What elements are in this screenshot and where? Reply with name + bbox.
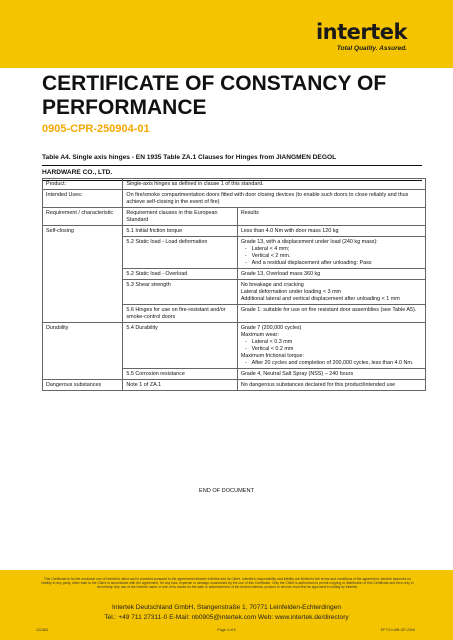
intended-value: On fire/smoke compartmentation doors fitted with door closing devices (to enable such doors to close reliably and thus achieve self-closing in the event of fire) (123, 190, 426, 208)
intertek-logo: intertek (315, 20, 407, 44)
clause-cell: 5.4 Durability (123, 323, 237, 369)
header-requirement: Requirement / characteristic (43, 208, 123, 226)
specification-table (42, 178, 426, 391)
result-cell (237, 237, 425, 269)
logo-tagline: Total Quality. Assured. (336, 45, 407, 52)
result-cell: No dangerous substances declared for this product/intended use (237, 380, 425, 391)
result-cell: Grade 1: suitable for use on fire resistant door assemblies (see Table A5). (237, 305, 425, 323)
table-caption-line2: HARDWARE CO., LTD. (42, 166, 422, 181)
footer-address: Intertek Deutschland GmbH, Stangenstraße 1, 70771 Leinfelden-Echterdingen (111, 604, 342, 611)
clause-cell: 5.2 Static load - Overload (123, 269, 237, 280)
footer-doc-code: 122463 (36, 628, 48, 632)
list-item: - Vertical < 2 mm. (253, 253, 422, 260)
result-list (241, 246, 422, 267)
end-of-document: END OF DOCUMENT (198, 488, 254, 494)
list-item: - Lateral < 0.3 mm (253, 339, 422, 346)
table-row (43, 323, 426, 369)
result-line: Maximum frictional torque: (240, 352, 305, 359)
table-caption (42, 151, 422, 181)
result-cell: Grade 4, Neutral Salt Spray (NSS) – 240 hours (237, 369, 425, 380)
result-line: Additional lateral and vertical displacement after unloading < 1 mm (240, 295, 400, 302)
header-results: Results (237, 208, 425, 226)
clause-cell: 5.6 Hinges for use on fire-resistant and/or smoke-control doors (123, 305, 237, 323)
result-line: Lateral deformation under loading < 3 mm (240, 288, 342, 295)
footer-fine-print: This Certificate is for the exclusive use of Intertek's client and is provided pursuant to the agreement between Intertek and its Client. Intertek's responsibility and liability are limited to the terms and conditions of the agreement. Intertek assumes no liability to any party, other than to the Client in accordance with the agreement, for any loss, expense or damage occasioned by the use of this Certificate. Only the Client is authorized to permit copying or distribution of this Certificate and then only in its entirety. Any use of the Intertek name or one of its marks for the sale or advertisement of the tested material, product or service must first be approved in writing by Intertek. (41, 577, 414, 590)
list-item: - After 20 cycles and completion of 200,000 cycles, less than 4.0 Nm. (253, 360, 422, 367)
table-row (43, 190, 426, 208)
table-caption-line1: Table A4. Single axis hinges - EN 1935 Table ZA.1 Clauses for Hinges from JIANGMEN DEGOL (42, 151, 422, 166)
result-line: Grade 7 (200,000 cycles) (240, 324, 302, 331)
table-row (43, 226, 426, 237)
clause-cell: Note 1 of ZA.1 (123, 380, 237, 391)
certificate-number: 0905-CPR-250904-01 (42, 123, 150, 135)
page-title: CERTIFICATE OF CONSTANCY OF PERFORMANCE (42, 72, 387, 119)
product-label: Product: (43, 179, 123, 190)
result-line: Maximum wear: (240, 331, 279, 338)
durability-label: Durability (43, 323, 123, 380)
result-cell (237, 280, 425, 305)
header-band (0, 0, 453, 68)
clause-cell: 5.1 Initial friction torque (123, 226, 237, 237)
self-closing-label: Self-closing (43, 226, 123, 323)
intended-label: Intended Uses: (43, 190, 123, 208)
dangerous-substances-label: Dangerous substances (43, 380, 123, 391)
clause-cell: 5.2 Static load - Load deformation (123, 237, 237, 269)
table-header-row (43, 208, 426, 226)
footer-contact: Tel.: +49 711 27311-0 E-Mail: nb0905@intertek.com Web: www.intertek.de/directory (104, 614, 349, 621)
header-clauses: Requirement clauses in this European Standard (123, 208, 237, 226)
footer-page-number: Page 4 of 6 (217, 628, 236, 632)
list-item: - Lateral < 4 mm; (253, 246, 422, 253)
list-item: - And a residual displacement after unloading: Pass (253, 260, 422, 267)
table-row (43, 179, 426, 190)
footer-form-code: EFT-Eu-MB-OP-22h5 (380, 628, 415, 632)
table-row (43, 380, 426, 391)
result-line: No breakage and cracking (240, 281, 304, 288)
clause-cell: 5.3 Shear strength (123, 280, 237, 305)
result-cell: Less than 4.0 Nm with door mass 120 kg (237, 226, 425, 237)
clause-cell: 5.5 Corrosion resistance (123, 369, 237, 380)
result-intro: Grade 13, with a displacement under load (240 kg mass): (240, 238, 378, 245)
product-value: Single-axis hinges as defined in clause 1 of this standard. (123, 179, 426, 190)
result-cell: Grade 13, Overload mass 360 kg (237, 269, 425, 280)
result-list (241, 339, 422, 353)
result-list (241, 360, 422, 367)
result-cell (237, 323, 425, 369)
list-item: - Vertical < 0.2 mm (253, 346, 422, 353)
